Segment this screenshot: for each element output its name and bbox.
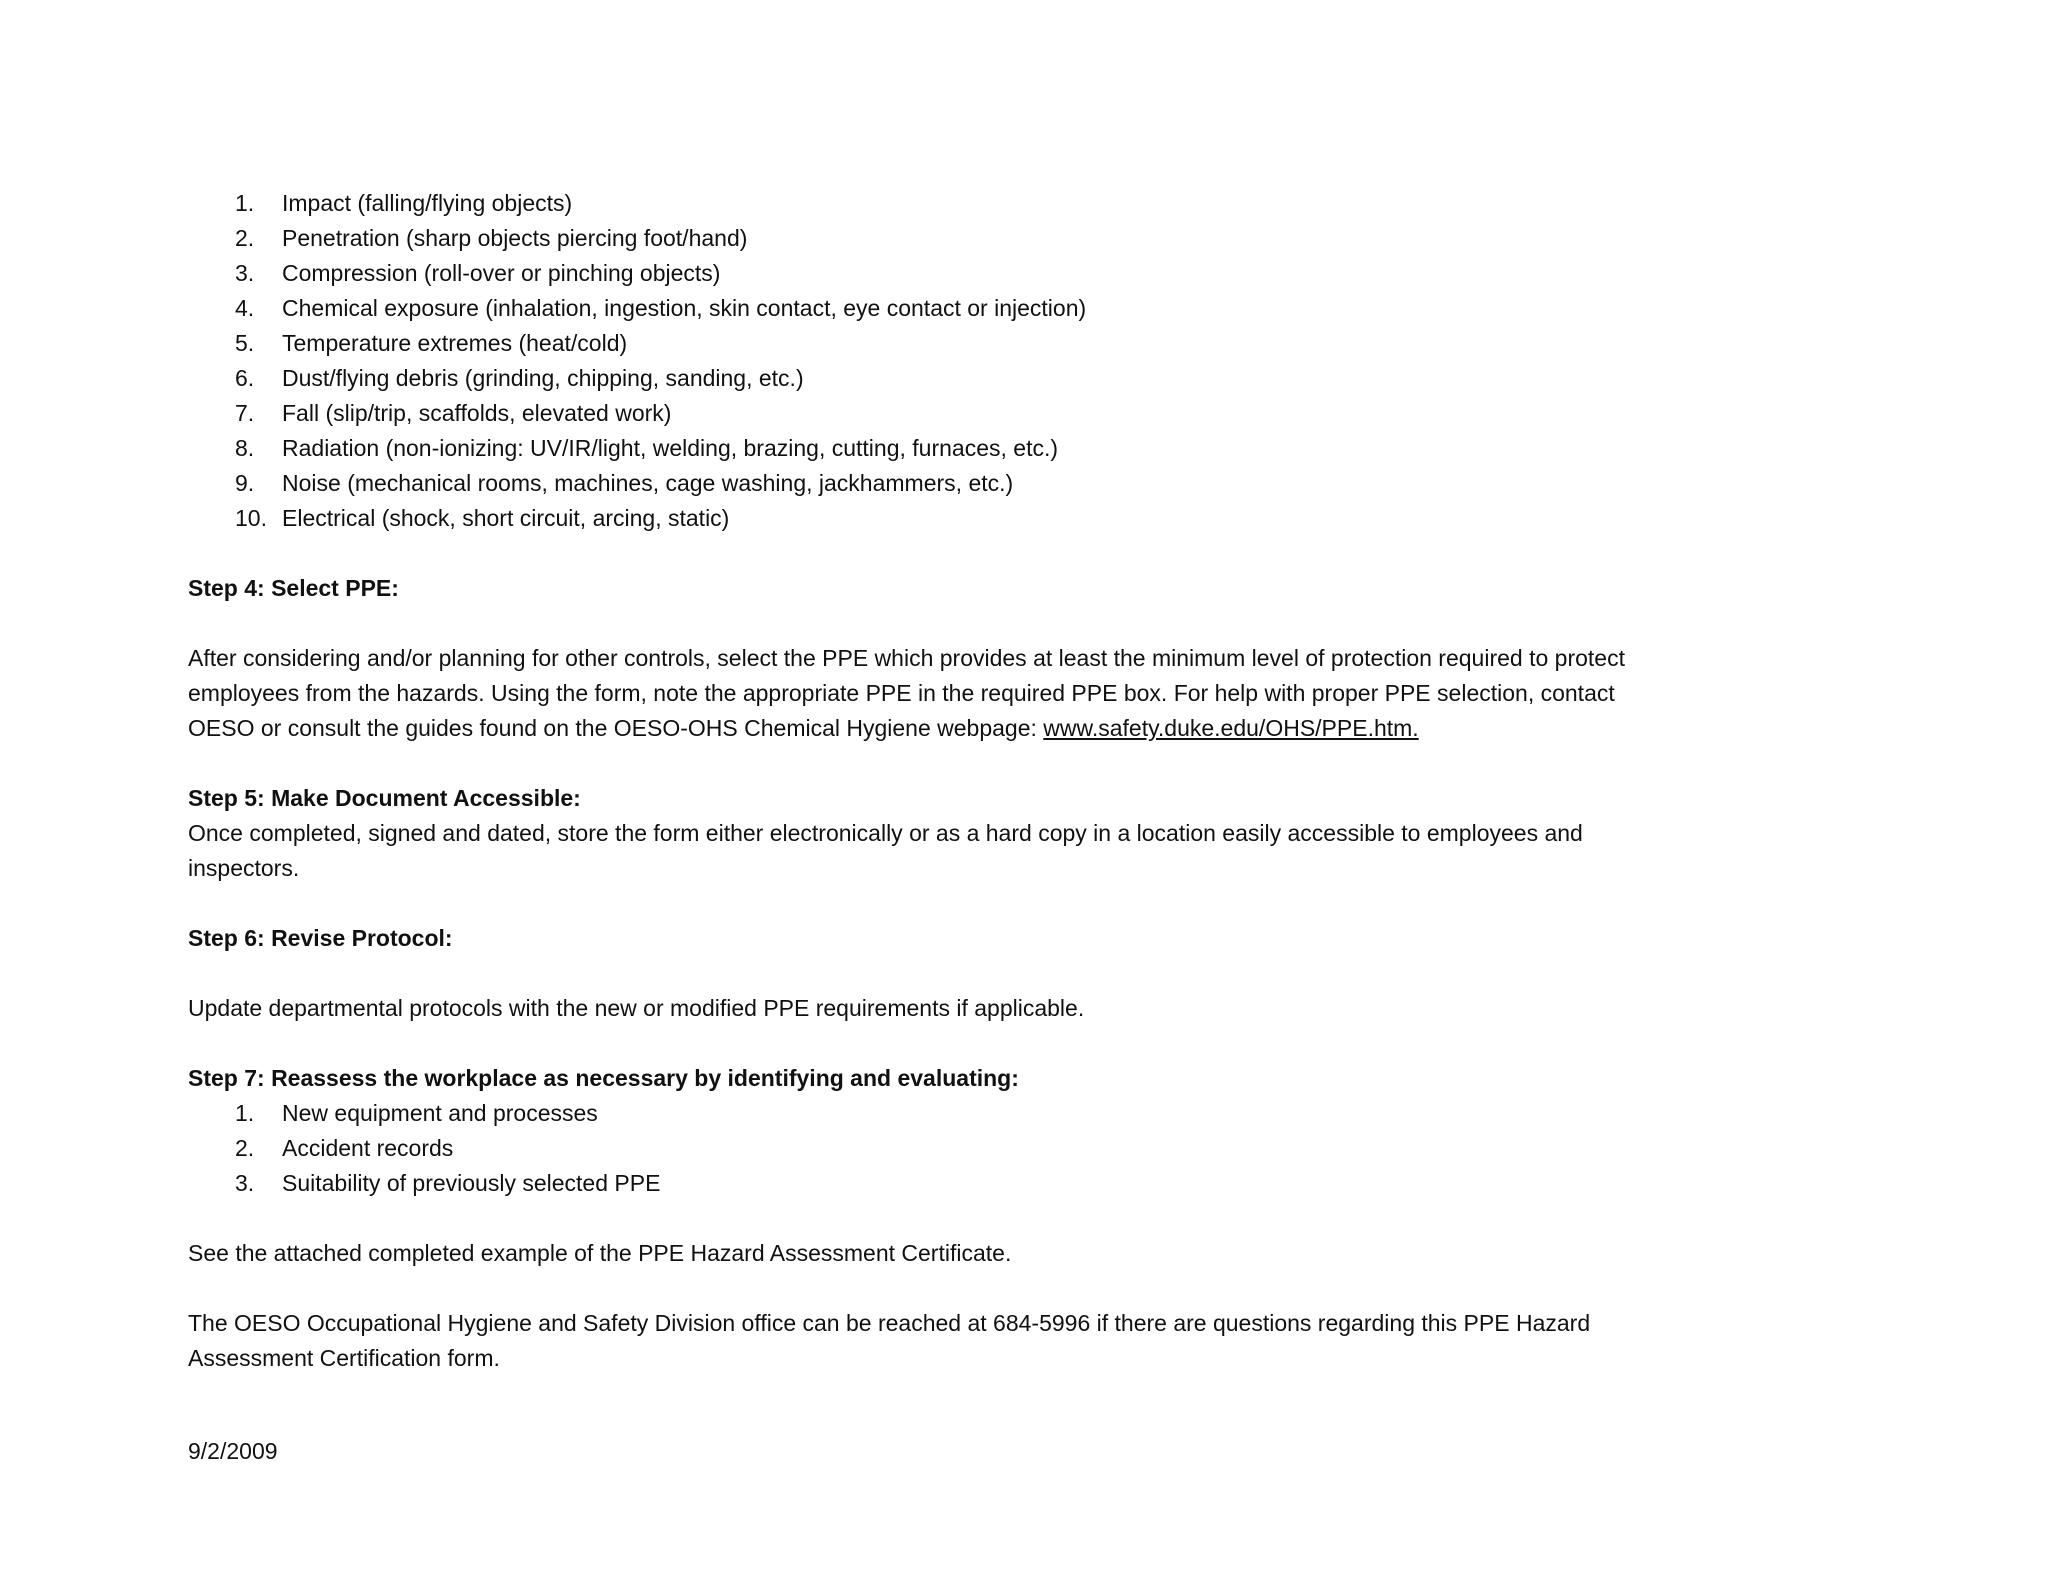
list-text: Radiation (non-ionizing: UV/IR/light, welding, brazing, cutting, furnaces, etc.): [282, 435, 1059, 461]
list-number: 9.: [235, 470, 255, 496]
ppe-webpage-link[interactable]: www.safety.duke.edu/OHS/PPE.htm.: [1043, 715, 1419, 741]
list-item: [188, 221, 1888, 256]
list-text: Impact (falling/flying objects): [282, 190, 573, 216]
list-item: [188, 501, 1888, 536]
list-item: [188, 291, 1888, 326]
list-text: Temperature extremes (heat/cold): [282, 330, 628, 356]
list-item: [188, 256, 1888, 291]
example-note: See the attached completed example of the PPE Hazard Assessment Certificate.: [188, 1240, 1012, 1266]
step6-text: Update departmental protocols with the new or modified PPE requirements if applicable.: [188, 995, 1085, 1021]
step5-line: inspectors.: [188, 855, 300, 881]
hazard-list: [188, 186, 1888, 536]
list-number: 7.: [235, 400, 255, 426]
list-number: 5.: [235, 330, 255, 356]
list-item: [188, 361, 1888, 396]
list-text: Fall (slip/trip, scaffolds, elevated work): [282, 400, 672, 426]
step4-line: After considering and/or planning for other controls, select the PPE which provides at least the minimum level of protection required to protect: [188, 645, 1625, 671]
list-item: [188, 1166, 1888, 1201]
list-item: [188, 186, 1888, 221]
list-text: Electrical (shock, short circuit, arcing, static): [282, 505, 730, 531]
reassess-list: [188, 1096, 1888, 1201]
list-text: Accident records: [282, 1135, 454, 1161]
list-item: [188, 1096, 1888, 1131]
step4-line: employees from the hazards. Using the form, note the appropriate PPE in the required PPE box. For help with proper PPE selection, contact: [188, 680, 1615, 706]
step4-line: [188, 711, 1888, 746]
list-number: 8.: [235, 435, 255, 461]
list-item: [188, 326, 1888, 361]
contact-line: Assessment Certification form.: [188, 1345, 500, 1371]
step6-heading: Step 6: Revise Protocol:: [188, 925, 453, 951]
list-number: 2.: [235, 1135, 255, 1161]
step5-line: Once completed, signed and dated, store the form either electronically or as a hard copy in a location easily accessible to employees and: [188, 820, 1583, 846]
list-number: 4.: [235, 295, 255, 321]
contact-line: The OESO Occupational Hygiene and Safety Division office can be reached at 684-5996 if there are questions regarding this PPE Hazard: [188, 1310, 1591, 1336]
list-number: 3.: [235, 260, 255, 286]
step4-heading: Step 4: Select PPE:: [188, 575, 399, 601]
list-text: Dust/flying debris (grinding, chipping, sanding, etc.): [282, 365, 804, 391]
list-text: Noise (mechanical rooms, machines, cage washing, jackhammers, etc.): [282, 470, 1014, 496]
list-item: [188, 1131, 1888, 1166]
list-number: 10.: [235, 505, 267, 531]
list-text: Compression (roll-over or pinching objects): [282, 260, 721, 286]
list-text: Chemical exposure (inhalation, ingestion, skin contact, eye contact or injection): [282, 295, 1087, 321]
list-number: 3.: [235, 1170, 255, 1196]
list-text: Suitability of previously selected PPE: [282, 1170, 661, 1196]
step4-line-text: OESO or consult the guides found on the OESO-OHS Chemical Hygiene webpage:: [188, 715, 1044, 741]
list-number: 1.: [235, 190, 255, 216]
list-item: [188, 466, 1888, 501]
list-text: New equipment and processes: [282, 1100, 598, 1126]
step5-heading: Step 5: Make Document Accessible:: [188, 785, 581, 811]
list-number: 1.: [235, 1100, 255, 1126]
list-text: Penetration (sharp objects piercing foot/hand): [282, 225, 748, 251]
list-item: [188, 431, 1888, 466]
list-number: 6.: [235, 365, 255, 391]
list-item: [188, 396, 1888, 431]
step7-heading: Step 7: Reassess the workplace as necessary by identifying and evaluating:: [188, 1065, 1019, 1091]
document-date: 9/2/2009: [188, 1438, 278, 1464]
list-number: 2.: [235, 225, 255, 251]
document-page: [188, 186, 1888, 1469]
